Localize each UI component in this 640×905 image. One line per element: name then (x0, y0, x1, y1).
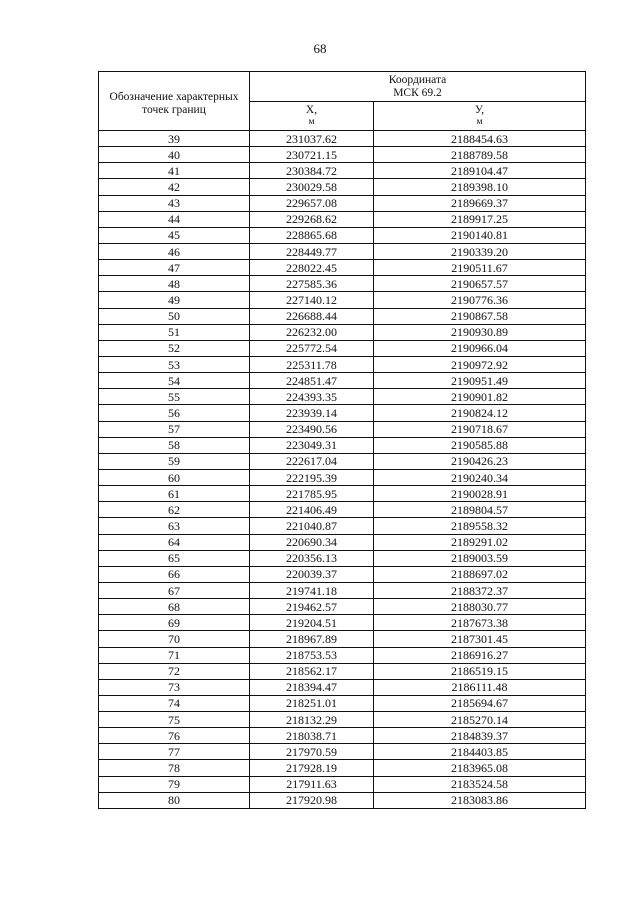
table-row (99, 469, 586, 485)
cell-x: 229657.08 (250, 195, 374, 211)
cell-point: 72 (99, 663, 250, 679)
cell-point: 46 (99, 243, 250, 259)
cell-point: 58 (99, 437, 250, 453)
cell-y: 2190339.20 (374, 243, 586, 259)
table-row (99, 792, 586, 808)
header-y-label: У, (474, 104, 485, 116)
cell-y: 2186916.27 (374, 647, 586, 663)
table-row (99, 373, 586, 389)
cell-point: 76 (99, 728, 250, 744)
table-row (99, 728, 586, 744)
cell-y: 2190901.82 (374, 389, 586, 405)
cell-x: 219462.57 (250, 599, 374, 615)
table-row (99, 389, 586, 405)
cell-x: 224851.47 (250, 373, 374, 389)
cell-x: 231037.62 (250, 131, 374, 147)
cell-point: 69 (99, 615, 250, 631)
cell-y: 2188454.63 (374, 131, 586, 147)
cell-point: 74 (99, 695, 250, 711)
cell-x: 230029.58 (250, 179, 374, 195)
cell-y: 2190426.23 (374, 453, 586, 469)
table-row (99, 131, 586, 147)
header-x-label: X, (305, 104, 318, 116)
cell-x: 220039.37 (250, 566, 374, 582)
cell-x: 220356.13 (250, 550, 374, 566)
cell-y: 2189917.25 (374, 211, 586, 227)
table-row (99, 308, 586, 324)
header-coordinate (250, 72, 586, 102)
cell-y: 2188372.37 (374, 582, 586, 598)
cell-point: 68 (99, 599, 250, 615)
cell-y: 2190511.67 (374, 260, 586, 276)
cell-point: 61 (99, 486, 250, 502)
table-row (99, 695, 586, 711)
cell-x: 227585.36 (250, 276, 374, 292)
cell-y: 2183965.08 (374, 760, 586, 776)
table-row (99, 744, 586, 760)
cell-point: 56 (99, 405, 250, 421)
cell-x: 221040.87 (250, 518, 374, 534)
cell-point: 78 (99, 760, 250, 776)
cell-x: 219741.18 (250, 582, 374, 598)
cell-x: 217970.59 (250, 744, 374, 760)
table-row (99, 534, 586, 550)
table-row (99, 518, 586, 534)
cell-x: 228449.77 (250, 243, 374, 259)
table-row (99, 243, 586, 259)
cell-x: 220690.34 (250, 534, 374, 550)
cell-y: 2190930.89 (374, 324, 586, 340)
table-body (99, 131, 586, 809)
table-row (99, 776, 586, 792)
cell-x: 218251.01 (250, 695, 374, 711)
cell-x: 218132.29 (250, 712, 374, 728)
cell-y: 2190867.58 (374, 308, 586, 324)
cell-point: 44 (99, 211, 250, 227)
cell-y: 2189558.32 (374, 518, 586, 534)
cell-x: 226232.00 (250, 324, 374, 340)
cell-y: 2185694.67 (374, 695, 586, 711)
cell-y: 2186111.48 (374, 679, 586, 695)
cell-y: 2190776.36 (374, 292, 586, 308)
cell-x: 223490.56 (250, 421, 374, 437)
cell-x: 227140.12 (250, 292, 374, 308)
cell-x: 223939.14 (250, 405, 374, 421)
cell-y: 2190585.88 (374, 437, 586, 453)
table-row (99, 631, 586, 647)
cell-y: 2190951.49 (374, 373, 586, 389)
table-row (99, 566, 586, 582)
cell-point: 50 (99, 308, 250, 324)
cell-point: 53 (99, 356, 250, 372)
table-row (99, 405, 586, 421)
cell-y: 2190140.81 (374, 227, 586, 243)
cell-point: 57 (99, 421, 250, 437)
header-point-designation: Обозначение характерных точек границ (99, 72, 250, 131)
header-y (374, 102, 586, 131)
table-row (99, 340, 586, 356)
table-row (99, 615, 586, 631)
header-coordinate-title: Координата (388, 73, 447, 86)
table-row (99, 760, 586, 776)
table-row (99, 437, 586, 453)
cell-point: 52 (99, 340, 250, 356)
cell-x: 217911.63 (250, 776, 374, 792)
cell-x: 222195.39 (250, 469, 374, 485)
cell-point: 73 (99, 679, 250, 695)
table-row (99, 663, 586, 679)
cell-point: 39 (99, 131, 250, 147)
cell-x: 218562.17 (250, 663, 374, 679)
cell-y: 2189104.47 (374, 163, 586, 179)
cell-x: 221406.49 (250, 502, 374, 518)
cell-point: 45 (99, 227, 250, 243)
cell-y: 2187301.45 (374, 631, 586, 647)
cell-y: 2189398.10 (374, 179, 586, 195)
cell-point: 62 (99, 502, 250, 518)
table-row (99, 453, 586, 469)
cell-point: 65 (99, 550, 250, 566)
cell-x: 217928.19 (250, 760, 374, 776)
table-row (99, 292, 586, 308)
cell-point: 63 (99, 518, 250, 534)
cell-point: 55 (99, 389, 250, 405)
table-row (99, 276, 586, 292)
cell-y: 2183083.86 (374, 792, 586, 808)
cell-y: 2184839.37 (374, 728, 586, 744)
table-row (99, 486, 586, 502)
cell-point: 47 (99, 260, 250, 276)
cell-point: 66 (99, 566, 250, 582)
cell-point: 77 (99, 744, 250, 760)
cell-y: 2190972.92 (374, 356, 586, 372)
page-number: 68 (313, 41, 327, 56)
cell-point: 60 (99, 469, 250, 485)
cell-x: 218753.53 (250, 647, 374, 663)
cell-point: 79 (99, 776, 250, 792)
cell-point: 51 (99, 324, 250, 340)
cell-x: 230384.72 (250, 163, 374, 179)
cell-point: 42 (99, 179, 250, 195)
cell-point: 41 (99, 163, 250, 179)
cell-point: 64 (99, 534, 250, 550)
table-row (99, 195, 586, 211)
cell-point: 40 (99, 147, 250, 163)
table-row (99, 147, 586, 163)
cell-y: 2183524.58 (374, 776, 586, 792)
table-row (99, 550, 586, 566)
cell-y: 2184403.85 (374, 744, 586, 760)
cell-y: 2190240.34 (374, 469, 586, 485)
table-row (99, 179, 586, 195)
table-header (99, 72, 586, 131)
cell-x: 226688.44 (250, 308, 374, 324)
table-row (99, 582, 586, 598)
cell-x: 222617.04 (250, 453, 374, 469)
cell-y: 2186519.15 (374, 663, 586, 679)
cell-x: 218967.89 (250, 631, 374, 647)
cell-y: 2188789.58 (374, 147, 586, 163)
cell-point: 70 (99, 631, 250, 647)
cell-x: 225311.78 (250, 356, 374, 372)
cell-point: 59 (99, 453, 250, 469)
cell-x: 217920.98 (250, 792, 374, 808)
cell-point: 67 (99, 582, 250, 598)
coordinates-table (98, 71, 586, 809)
header-x (250, 102, 374, 131)
cell-point: 48 (99, 276, 250, 292)
table-row (99, 502, 586, 518)
cell-x: 218038.71 (250, 728, 374, 744)
table-row (99, 211, 586, 227)
header-coordinate-system: МСК 69.2 (393, 86, 442, 99)
table-row (99, 260, 586, 276)
header-x-unit: м (308, 117, 315, 127)
header-y-unit: м (476, 117, 483, 127)
cell-x: 229268.62 (250, 211, 374, 227)
cell-point: 43 (99, 195, 250, 211)
table-row (99, 324, 586, 340)
cell-y: 2189669.37 (374, 195, 586, 211)
cell-x: 218394.47 (250, 679, 374, 695)
cell-y: 2187673.38 (374, 615, 586, 631)
cell-x: 228865.68 (250, 227, 374, 243)
cell-y: 2185270.14 (374, 712, 586, 728)
cell-y: 2190824.12 (374, 405, 586, 421)
table-row (99, 679, 586, 695)
cell-point: 75 (99, 712, 250, 728)
table-row (99, 163, 586, 179)
cell-y: 2189003.59 (374, 550, 586, 566)
cell-y: 2190028.91 (374, 486, 586, 502)
cell-x: 228022.45 (250, 260, 374, 276)
cell-x: 230721.15 (250, 147, 374, 163)
table-row (99, 712, 586, 728)
cell-x: 224393.35 (250, 389, 374, 405)
cell-y: 2189291.02 (374, 534, 586, 550)
cell-y: 2190966.04 (374, 340, 586, 356)
cell-y: 2190657.57 (374, 276, 586, 292)
table-row (99, 647, 586, 663)
cell-point: 80 (99, 792, 250, 808)
cell-point: 71 (99, 647, 250, 663)
table-row (99, 356, 586, 372)
cell-x: 219204.51 (250, 615, 374, 631)
cell-y: 2188697.02 (374, 566, 586, 582)
table-row (99, 227, 586, 243)
table-row (99, 421, 586, 437)
cell-y: 2190718.67 (374, 421, 586, 437)
cell-y: 2189804.57 (374, 502, 586, 518)
cell-point: 49 (99, 292, 250, 308)
table-row (99, 599, 586, 615)
cell-point: 54 (99, 373, 250, 389)
cell-x: 221785.95 (250, 486, 374, 502)
cell-x: 225772.54 (250, 340, 374, 356)
cell-y: 2188030.77 (374, 599, 586, 615)
cell-x: 223049.31 (250, 437, 374, 453)
